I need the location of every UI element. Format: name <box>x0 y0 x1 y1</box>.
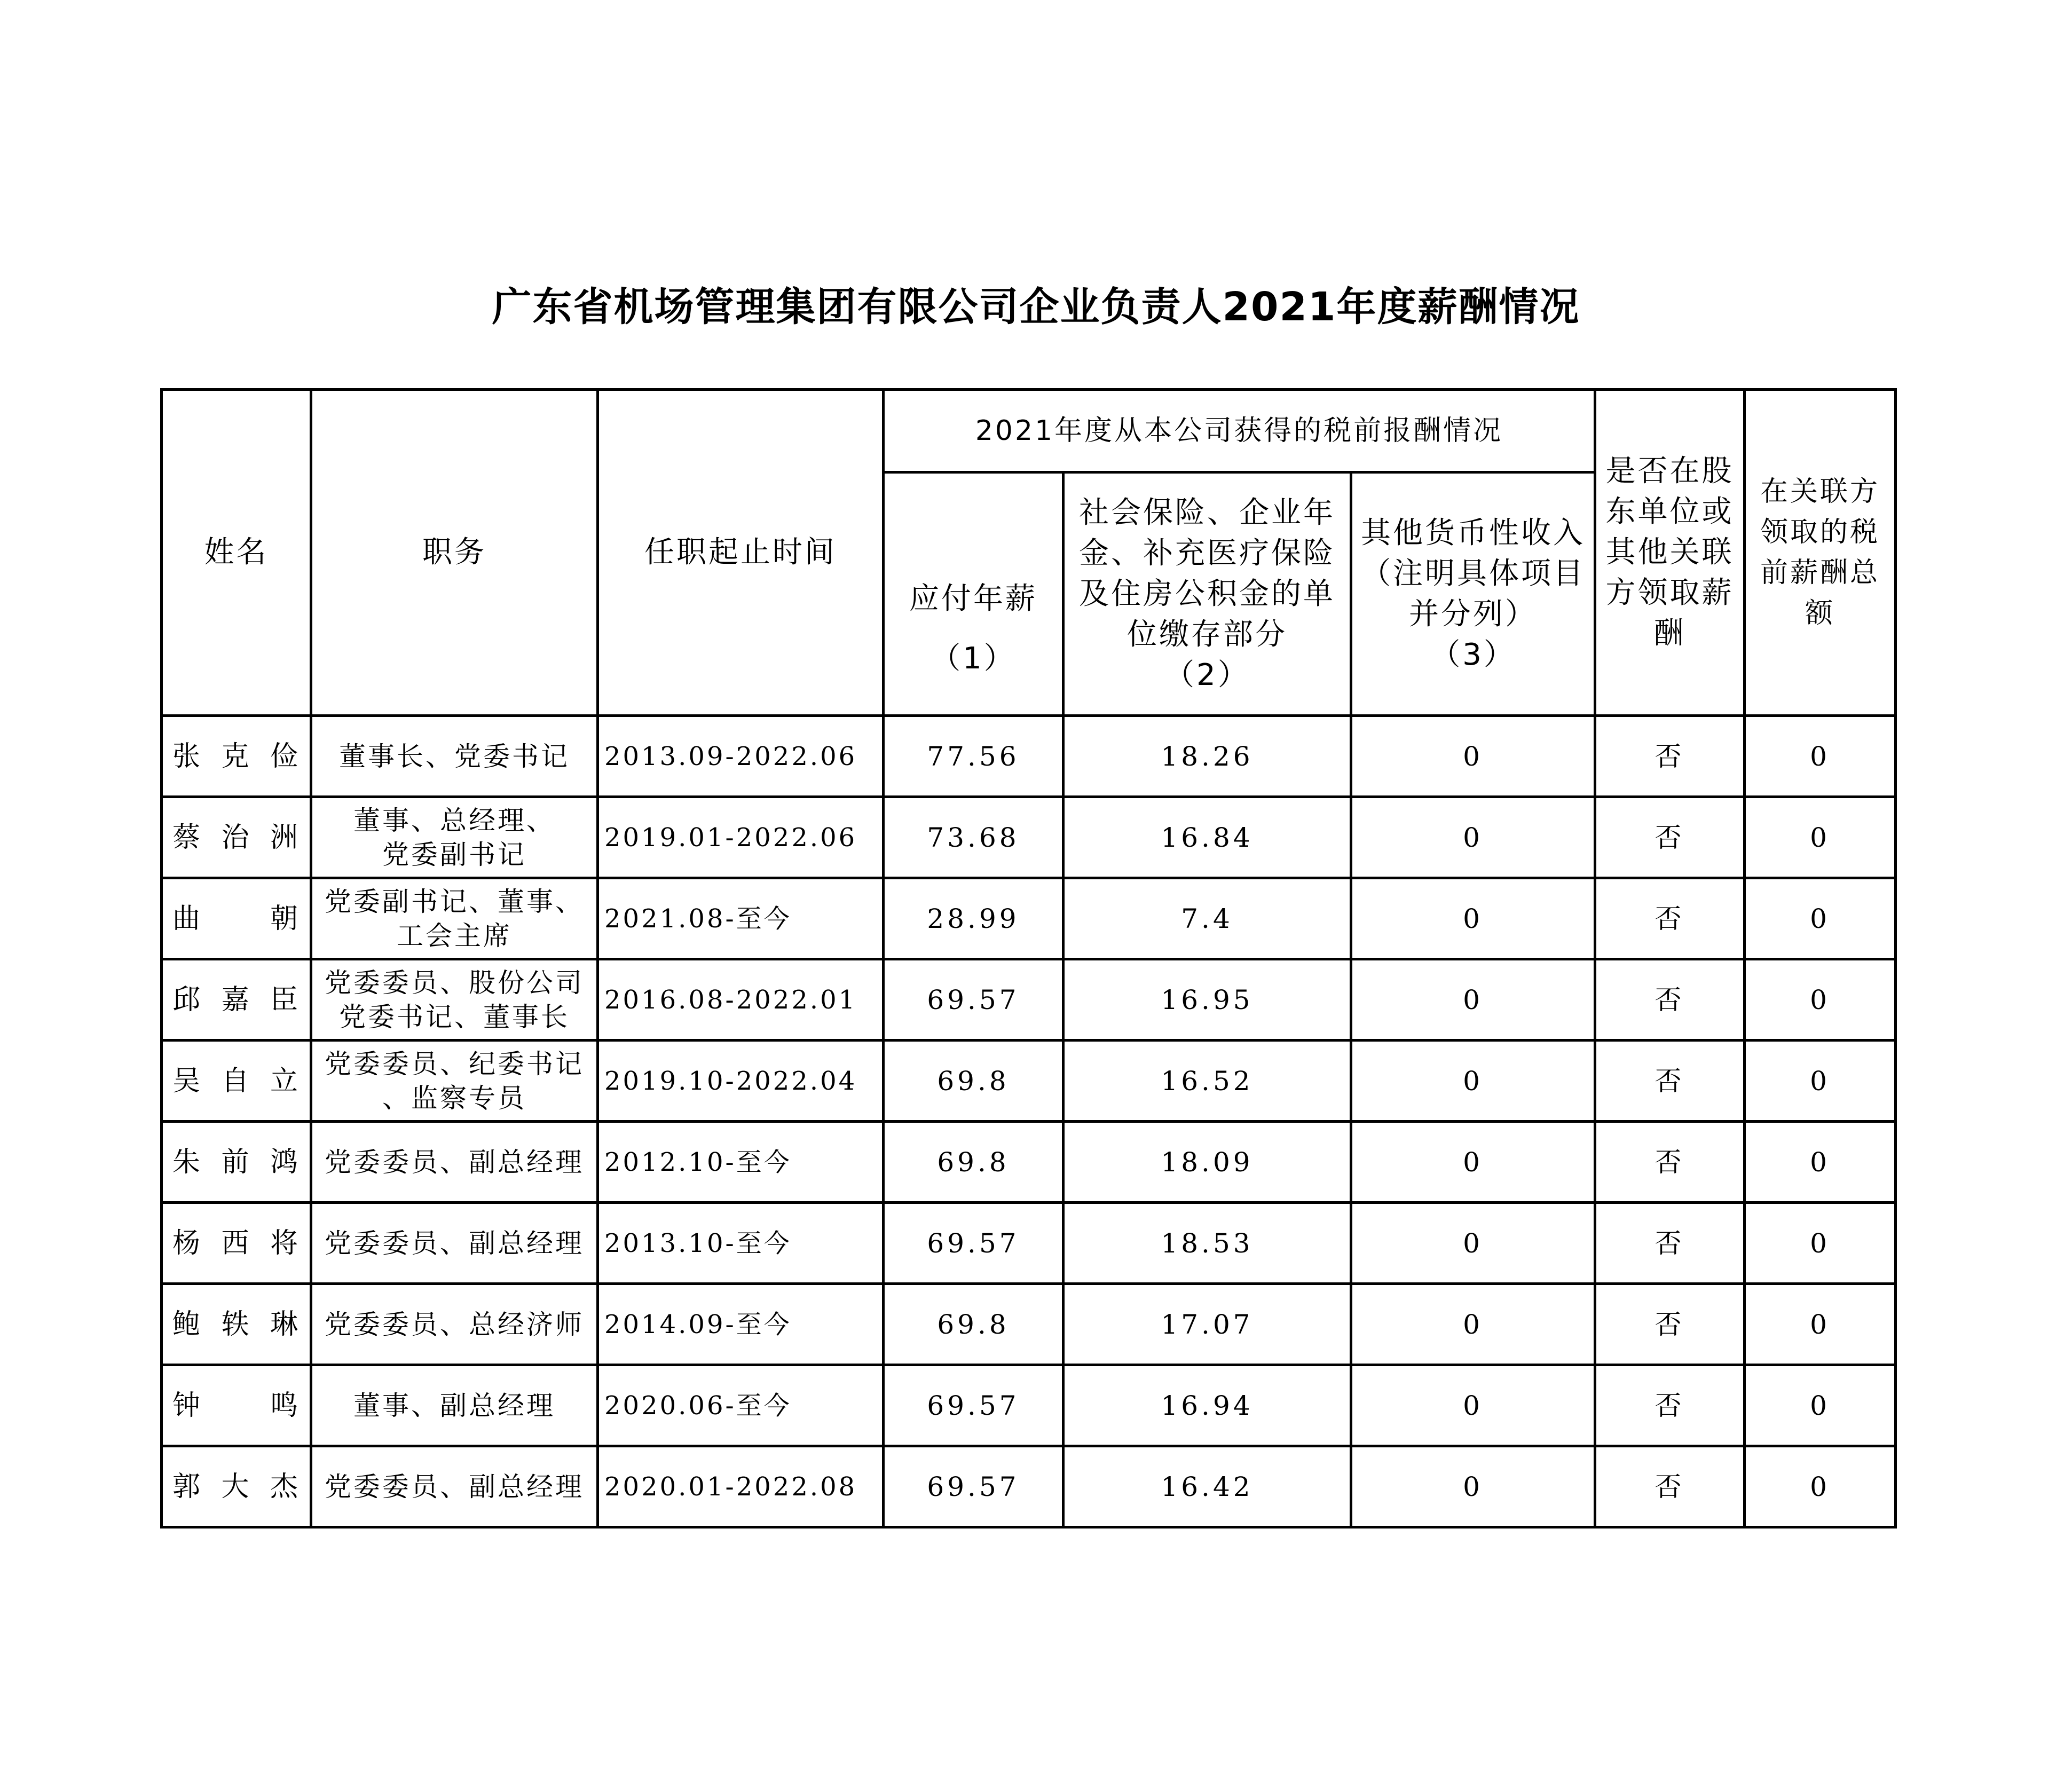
insurance-cell: 16.95 <box>1063 959 1351 1041</box>
name-char: 洲 <box>270 821 300 854</box>
header-insurance-label: 社会保险、企业年金、补充医疗保险及住房公积金的单位缴存部分 <box>1079 495 1335 652</box>
table-row <box>162 1446 1896 1527</box>
salary-cell: 69.57 <box>884 959 1063 1041</box>
table-row <box>162 1122 1896 1203</box>
name-cell <box>162 1284 311 1365</box>
related-total-cell: 0 <box>1745 1122 1896 1203</box>
name-char: 琳 <box>270 1308 300 1341</box>
position-line: 工会主席 <box>397 920 512 951</box>
name-char: 吴 <box>172 1065 203 1097</box>
name-char: 蔡 <box>172 821 203 854</box>
position-line: 党委委员、总经济师 <box>325 1309 584 1340</box>
position-cell <box>311 878 598 959</box>
position-cell <box>311 1203 598 1284</box>
table-row <box>162 959 1896 1041</box>
salary-cell: 77.56 <box>884 716 1063 797</box>
insurance-cell: 16.94 <box>1063 1365 1351 1446</box>
insurance-cell: 18.26 <box>1063 716 1351 797</box>
term-cell: 2021.08-至今 <box>598 878 884 959</box>
related-total-cell: 0 <box>1745 1446 1896 1527</box>
name-char: 鲍 <box>172 1308 203 1341</box>
term-cell: 2013.10-至今 <box>598 1203 884 1284</box>
shareholder-cell: 否 <box>1595 1122 1745 1203</box>
name-cell <box>162 1041 311 1122</box>
shareholder-cell: 否 <box>1595 878 1745 959</box>
name-cell <box>162 797 311 878</box>
shareholder-cell: 否 <box>1595 1284 1745 1365</box>
shareholder-cell: 否 <box>1595 1365 1745 1446</box>
shareholder-cell: 否 <box>1595 1446 1745 1527</box>
table-row <box>162 797 1896 878</box>
name-char: 邱 <box>172 983 203 1016</box>
other-income-cell: 0 <box>1351 1446 1595 1527</box>
name-char: 俭 <box>270 740 300 773</box>
salary-cell: 69.8 <box>884 1122 1063 1203</box>
header-salary <box>884 472 1063 716</box>
position-line: 党委委员、纪委书记 <box>325 1048 584 1080</box>
name-cell <box>162 1365 311 1446</box>
position-cell <box>311 797 598 878</box>
salary-cell: 28.99 <box>884 878 1063 959</box>
shareholder-cell: 否 <box>1595 1203 1745 1284</box>
name-char: 曲 <box>172 902 203 935</box>
term-cell: 2020.01-2022.08 <box>598 1446 884 1527</box>
header-name: 姓名 <box>162 390 311 716</box>
shareholder-cell: 否 <box>1595 797 1745 878</box>
name-char: 钟 <box>172 1389 203 1422</box>
related-total-cell: 0 <box>1745 878 1896 959</box>
name-char: 自 <box>221 1065 251 1097</box>
salary-cell: 73.68 <box>884 797 1063 878</box>
name-char: 轶 <box>221 1308 251 1341</box>
term-cell: 2012.10-至今 <box>598 1122 884 1203</box>
position-cell <box>311 1446 598 1527</box>
name-char: 鸣 <box>270 1389 300 1422</box>
other-income-cell: 0 <box>1351 1365 1595 1446</box>
insurance-cell: 7.4 <box>1063 878 1351 959</box>
name-char: 张 <box>172 740 203 773</box>
insurance-cell: 16.52 <box>1063 1041 1351 1122</box>
header-other-index: （3） <box>1430 637 1516 672</box>
term-cell: 2019.10-2022.04 <box>598 1041 884 1122</box>
insurance-cell: 16.84 <box>1063 797 1351 878</box>
other-income-cell: 0 <box>1351 1122 1595 1203</box>
position-cell <box>311 1284 598 1365</box>
related-total-cell: 0 <box>1745 797 1896 878</box>
name-cell <box>162 716 311 797</box>
position-line: 董事、副总经理 <box>353 1390 555 1421</box>
table-row <box>162 878 1896 959</box>
position-line: 董事、总经理、 <box>353 805 555 836</box>
table-row <box>162 1203 1896 1284</box>
table-row <box>162 1041 1896 1122</box>
table-body <box>162 716 1896 1527</box>
insurance-cell: 17.07 <box>1063 1284 1351 1365</box>
name-char: 西 <box>221 1227 251 1259</box>
related-total-cell: 0 <box>1745 1365 1896 1446</box>
name-char: 朱 <box>172 1146 203 1178</box>
position-cell <box>311 1122 598 1203</box>
table-row <box>162 716 1896 797</box>
header-other-label: 其他货币性收入（注明具体项目并分列） <box>1361 515 1585 632</box>
header-pretax-group: 2021年度从本公司获得的税前报酬情况 <box>884 390 1595 472</box>
name-cell <box>162 1122 311 1203</box>
position-cell <box>311 1365 598 1446</box>
salary-cell: 69.57 <box>884 1446 1063 1527</box>
name-cell <box>162 1203 311 1284</box>
other-income-cell: 0 <box>1351 1041 1595 1122</box>
term-cell: 2014.09-至今 <box>598 1284 884 1365</box>
name-char: 立 <box>270 1065 300 1097</box>
header-insurance <box>1063 472 1351 716</box>
name-char: 鸿 <box>270 1146 300 1178</box>
related-total-cell: 0 <box>1745 1041 1896 1122</box>
header-salary-label: 应付年薪 <box>909 581 1037 616</box>
salary-table <box>160 388 1897 1528</box>
name-char: 克 <box>221 740 251 773</box>
shareholder-cell: 否 <box>1595 716 1745 797</box>
header-shareholder: 是否在股东单位或其他关联方领取薪酬 <box>1595 390 1745 716</box>
insurance-cell: 18.09 <box>1063 1122 1351 1203</box>
position-line: 党委委员、副总经理 <box>325 1227 584 1259</box>
header-salary-index: （1） <box>931 641 1016 676</box>
term-cell: 2016.08-2022.01 <box>598 959 884 1041</box>
name-char: 杨 <box>172 1227 203 1259</box>
position-line: 党委副书记、董事、 <box>325 886 584 917</box>
position-line: 党委委员、副总经理 <box>325 1471 584 1502</box>
name-cell <box>162 1446 311 1527</box>
position-cell <box>311 1041 598 1122</box>
name-char: 臣 <box>270 983 300 1016</box>
position-cell <box>311 716 598 797</box>
other-income-cell: 0 <box>1351 959 1595 1041</box>
shareholder-cell: 否 <box>1595 1041 1745 1122</box>
header-insurance-index: （2） <box>1164 657 1250 692</box>
other-income-cell: 0 <box>1351 1203 1595 1284</box>
position-line: 、监察专员 <box>382 1082 526 1114</box>
other-income-cell: 0 <box>1351 797 1595 878</box>
position-line: 党委委员、副总经理 <box>325 1146 584 1178</box>
other-income-cell: 0 <box>1351 716 1595 797</box>
other-income-cell: 0 <box>1351 1284 1595 1365</box>
term-cell: 2020.06-至今 <box>598 1365 884 1446</box>
name-cell <box>162 959 311 1041</box>
name-char: 前 <box>221 1146 251 1178</box>
insurance-cell: 18.53 <box>1063 1203 1351 1284</box>
related-total-cell: 0 <box>1745 1284 1896 1365</box>
other-income-cell: 0 <box>1351 878 1595 959</box>
name-cell <box>162 878 311 959</box>
related-total-cell: 0 <box>1745 1203 1896 1284</box>
position-line: 党委书记、董事长 <box>339 1001 570 1033</box>
position-line: 董事长、党委书记 <box>339 740 570 772</box>
header-term: 任职起止时间 <box>598 390 884 716</box>
insurance-cell: 16.42 <box>1063 1446 1351 1527</box>
table-row <box>162 1365 1896 1446</box>
related-total-cell: 0 <box>1745 716 1896 797</box>
name-char: 嘉 <box>221 983 251 1016</box>
header-other <box>1351 472 1595 716</box>
table-row <box>162 1284 1896 1365</box>
related-total-cell: 0 <box>1745 959 1896 1041</box>
position-line: 党委副书记 <box>382 839 526 870</box>
header-row-1 <box>162 390 1896 472</box>
term-cell: 2019.01-2022.06 <box>598 797 884 878</box>
salary-cell: 69.57 <box>884 1203 1063 1284</box>
header-position: 职务 <box>311 390 598 716</box>
shareholder-cell: 否 <box>1595 959 1745 1041</box>
salary-cell: 69.57 <box>884 1365 1063 1446</box>
header-related-total: 在关联方领取的税前薪酬总额 <box>1745 390 1896 716</box>
name-char: 大 <box>221 1470 251 1503</box>
name-char: 郭 <box>172 1470 203 1503</box>
salary-cell: 69.8 <box>884 1284 1063 1365</box>
position-line: 党委委员、股份公司 <box>325 967 584 998</box>
name-char: 将 <box>270 1227 300 1259</box>
name-char: 朝 <box>270 902 300 935</box>
page-title: 广东省机场管理集团有限公司企业负责人2021年度薪酬情况 <box>492 284 1580 330</box>
position-cell <box>311 959 598 1041</box>
term-cell: 2013.09-2022.06 <box>598 716 884 797</box>
salary-cell: 69.8 <box>884 1041 1063 1122</box>
name-char: 治 <box>221 821 251 854</box>
name-char: 杰 <box>270 1470 300 1503</box>
